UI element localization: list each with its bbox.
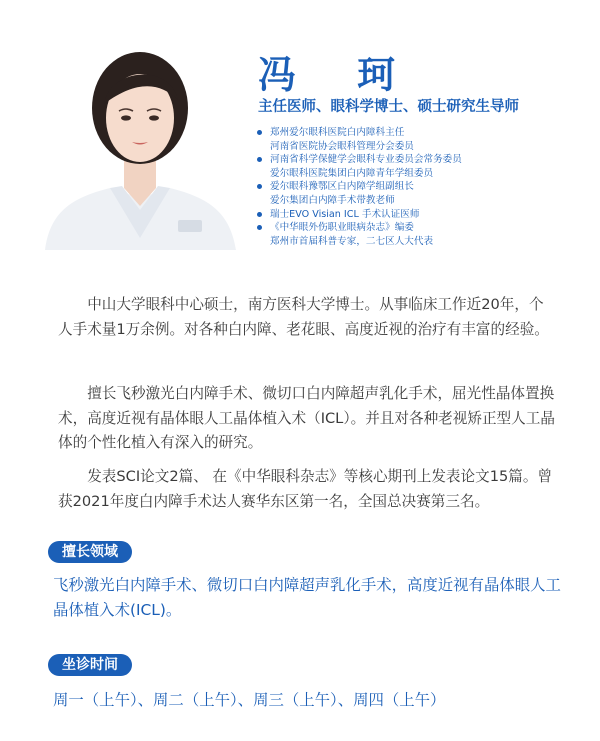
bullet-icon	[257, 130, 262, 135]
bullet-icon	[257, 212, 262, 217]
bio-paragraph: 擅长飞秒激光白内障手术、微切口白内障超声乳化手术，屈光性晶体置换术，高度近视有晶体眼人工晶体植入术（ICL）。并且对各种老视矫正型人工晶体的个性化植入有深入的研究。	[58, 385, 555, 451]
bullet-icon	[257, 157, 262, 162]
credential-item: 爱尔集团白内障手术带教老师	[270, 194, 395, 206]
doctor-photo-illustration	[40, 38, 240, 250]
doctor-title: 主任医师、眼科学博士、硕士研究生导师	[258, 99, 519, 115]
doctor-name: 冯 珂	[258, 52, 420, 97]
credentials-list	[256, 126, 462, 248]
bullet-icon	[257, 184, 262, 189]
credential-item: 瑞士EVO Visian ICL 手术认证医师	[256, 208, 462, 222]
schedule-heading: 坐诊时间	[48, 654, 132, 676]
schedule-text: 周一（上午）、周二（上午）、周三（上午）、周四（上午）	[53, 691, 446, 709]
credential-item: 爱尔眼科医院集团白内障青年学组委员	[270, 167, 434, 179]
doctor-portrait	[40, 38, 240, 250]
credential-item: 河南省科学保健学会眼科专业委员会常务委员	[256, 153, 462, 167]
credential-item: 《中华眼外伤职业眼病杂志》编委	[256, 221, 462, 235]
specialty-text: 飞秒激光白内障手术、微切口白内障超声乳化手术，高度近视有晶体眼人工晶体植入术(ICL)。	[53, 576, 561, 619]
credential-item: 河南省医院协会眼科管理分会委员	[270, 140, 414, 152]
credential-item: 郑州市首届科普专家，二七区人大代表	[270, 235, 434, 247]
bullet-icon	[257, 225, 262, 230]
credential-item: 郑州爱尔眼科医院白内障科主任	[256, 126, 462, 140]
bio-paragraph: 发表SCI论文2篇、 在《中华眼科杂志》等核心期刊上发表论文15篇。曾获2021年度白内障手术达人赛华东区第一名，全国总决赛第三名。	[58, 468, 553, 510]
credential-item: 爱尔眼科豫鄂区白内障学组副组长	[256, 180, 462, 194]
bio-paragraph: 中山大学眼科中心硕士，南方医科大学博士。从事临床工作近20年，个人手术量1万余例。对各种白内障、老花眼、高度近视的治疗有丰富的经验。	[58, 296, 549, 338]
specialty-heading: 擅长领域	[48, 541, 132, 563]
